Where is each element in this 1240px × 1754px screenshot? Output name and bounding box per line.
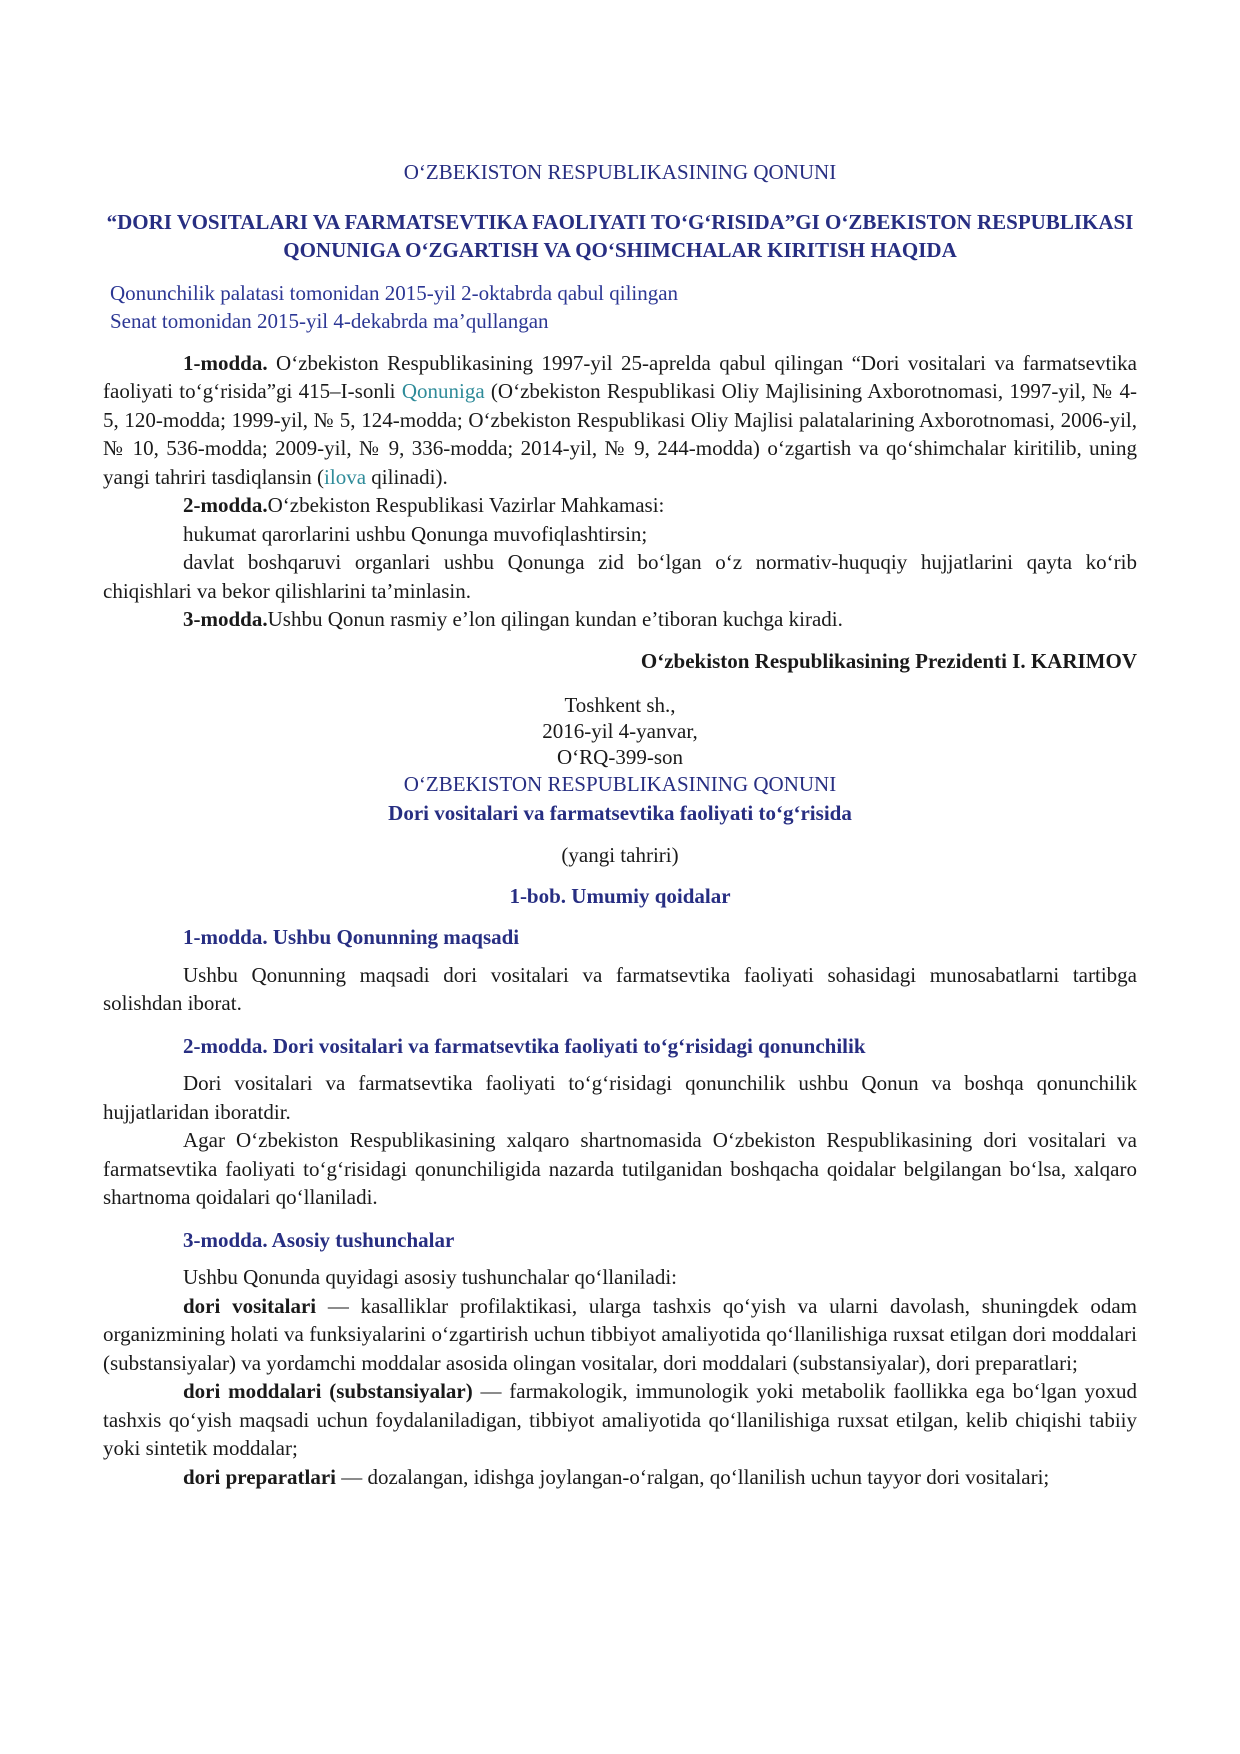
article-1-text-c: qilinadi).	[366, 464, 448, 489]
amendment-law-caption: O‘ZBEKISTON RESPUBLIKASINING QONUNI	[403, 160, 837, 184]
definition-text: — dozalangan, idishga joylangan-o‘ralgan, qo‘llanilish uchun tayyor dori vositalari;	[336, 1464, 1050, 1489]
amendment-article-1-paragraph	[103, 349, 1137, 492]
law-article-1-heading: 1-modda. Ushbu Qonunning maqsadi	[183, 925, 520, 949]
adoption-block	[103, 279, 1137, 336]
law-article-2-heading: 2-modda. Dori vositalari va farmatsevtika faoliyati to‘g‘risidagi qonunchilik	[183, 1033, 866, 1058]
edition-note: (yangi tahriri)	[561, 843, 679, 867]
article-2-text: O‘zbekiston Respublikasi Vazirlar Mahkamasi:	[267, 493, 665, 517]
law-caption: O‘ZBEKISTON RESPUBLIKASINING QONUNI	[403, 772, 837, 796]
article-1-text-b: (O‘zbekiston Respublikasi Oliy Majlisining Axborotnomasi, 1997-yil, № 4-5, 120-modda; 1999-yil, № 5, 124-modda; O‘zbekiston Respublikasi Oliy Majlisi palatalarining Axborotnomasi, 2006-yil, № 10, 536-modda; 2009-yil, № 9, 336-modda; 2014-yil, № 9, 244-modda) o‘zgartish va qo‘shimchalar kiritilib, uning yangi tahriri tasdiqlansin (	[103, 379, 1137, 489]
signature-date-line: 2016-yil 4-yanvar,	[542, 719, 698, 743]
definition-text: — farmakologik, immunologik yoki metabolik faollikka ega bo‘lgan yoxud tashxis qo‘yish maqsadi uchun foydalaniladigan, tibbiyot amaliyotida qo‘llanilishiga ruxsat etilgan, kelib chiqishi tabiiy yoki sintetik moddalar;	[103, 1379, 1138, 1460]
document-number-line: O‘RQ-399-son	[557, 745, 683, 769]
article-3-lead: 3-modda.	[183, 607, 268, 631]
chapter-1-heading: 1-bob. Umumiy qoidalar	[509, 883, 731, 908]
ilova-link[interactable]: ilova	[324, 464, 367, 489]
president-signature: O‘zbekiston Respublikasining Prezidenti I. KARIMOV	[640, 648, 1137, 673]
definition-term: dori moddalari (substansiyalar)	[183, 1379, 473, 1403]
law-article-2-paragraph-2: Agar O‘zbekiston Respublikasining xalqaro shartnomasida O‘zbekiston Respublikasining dori vositalari va farmatsevtika faoliyati to‘g‘risidagi qonunchiligida nazarda tutilganidan boshqacha qoidalar belgilangan bo‘lsa, xalqaro shartnoma qoidalari qo‘llaniladi.	[103, 1128, 1137, 1209]
clause-state-bodies-paragraph: davlat boshqaruvi organlari ushbu Qonunga zid bo‘lgan o‘z normativ-huquqiy hujjatlarini qayta ko‘rib chiqishlari va bekor qilishlarini ta’minlasin.	[103, 550, 1137, 603]
amendment-article-3-paragraph	[103, 605, 1137, 634]
law-title: Dori vositalari va farmatsevtika faoliyati to‘g‘risida	[388, 800, 852, 825]
definition-text: — kasalliklar profilaktikasi, ularga tashxis qo‘yish va ularni davolash, shuningdek odam organizmining holati va funksiyalarini o‘zgartirish uchun tibbiyot amaliyotida qo‘llanilishiga ruxsat etilgan dori moddalari (substansiyalar) va yordamchi moddalar asosida olingan vositalar, dori moddalari (substansiyalar), dori preparatlari;	[103, 1293, 1137, 1375]
law-article-3-intro: Ushbu Qonunda quyidagi asosiy tushunchalar qo‘llaniladi:	[183, 1265, 678, 1289]
law-article-2-paragraph-1: Dori vositalari va farmatsevtika faoliyati to‘g‘risidagi qonunchilik ushbu Qonun va boshqa qonunchilik hujjatlaridan iboratdir.	[103, 1071, 1137, 1124]
article-1-lead: 1-modda.	[183, 350, 268, 375]
article-1-text-a: O‘zbekiston Respublikasining 1997-yil 25-aprelda qabul qilingan “Dori vositalari va farmatsevtika faoliyati to‘g‘risida”gi 415–I-sonli	[103, 350, 1137, 403]
definition-dori-vositalari	[103, 1292, 1137, 1378]
signature-place-line: Toshkent sh.,	[564, 693, 676, 717]
approved-by-senate-line: Senat tomonidan 2015-yil 4-dekabrda ma’qullangan	[110, 309, 549, 333]
article-3-text: Ushbu Qonun rasmiy e’lon qilingan kundan e’tiboran kuchga kiradi.	[267, 607, 843, 631]
definition-term: dori preparatlari	[183, 1464, 337, 1489]
law-article-1-paragraph: Ushbu Qonunning maqsadi dori vositalari va farmatsevtika faoliyati sohasidagi munosabatlarni tartibga solishdan iborat.	[103, 962, 1137, 1015]
article-2-lead: 2-modda.	[183, 493, 268, 517]
amendment-law-title: “DORI VOSITALARI VA FARMATSEVTIKA FAOLIYATI TO‘G‘RISIDA”GI O‘ZBEKISTON RESPUBLIKASI QONUNIGA O‘ZGARTISH VA QO‘SHIMCHALAR KIRITISH HAQIDA	[106, 209, 1134, 262]
qonuniga-link[interactable]: Qonuniga	[401, 379, 485, 403]
definition-term: dori vositalari	[183, 1293, 317, 1318]
clause-government-paragraph: hukumat qarorlarini ushbu Qonunga muvofiqlashtirsin;	[183, 521, 648, 546]
definition-dori-moddalari	[103, 1377, 1137, 1463]
adopted-by-chamber-line: Qonunchilik palatasi tomonidan 2015-yil 2-oktabrda qabul qilingan	[110, 280, 679, 305]
law-article-3-heading: 3-modda. Asosiy tushunchalar	[183, 1227, 455, 1252]
amendment-article-2-paragraph	[103, 491, 1137, 520]
definition-dori-preparatlari	[103, 1463, 1137, 1492]
